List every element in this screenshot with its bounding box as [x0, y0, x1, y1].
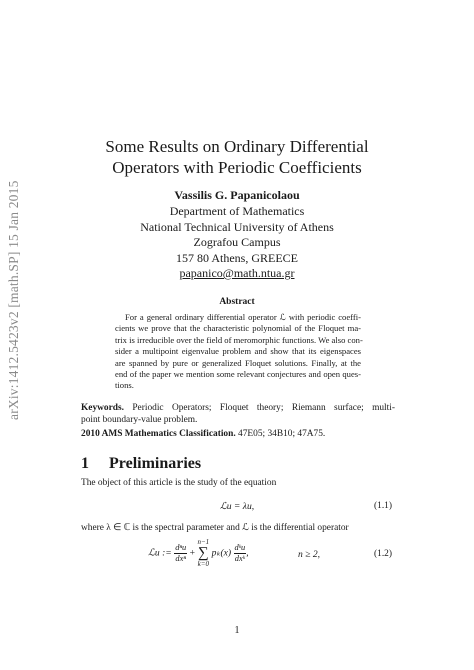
abstract-line: cients we prove that the characteristic polynomial of the Floquet ma-: [115, 323, 361, 334]
equation-1-1: [0, 501, 474, 512]
affiliation-line: National Technical University of Athens: [140, 219, 334, 234]
abstract-line: are spanned by pure or generalized Floquet solutions. Finally, at the: [115, 357, 361, 368]
equation-number: (1.1): [374, 501, 392, 511]
eq-summation: [197, 538, 209, 568]
title-line: Operators with Periodic Coefficients: [112, 158, 362, 177]
frac-denominator: dxᵏ: [234, 553, 246, 563]
frac-numerator: dⁿu: [175, 542, 187, 552]
equation-text: ℒu = λu,: [219, 501, 255, 512]
eq-fraction: [174, 543, 187, 564]
arxiv-identifier: arXiv:1412.5423v2 [math.SP] 15 Jan 2015: [6, 180, 21, 420]
eq-fraction: [234, 543, 247, 564]
affiliation-line: 157 80 Athens, GREECE: [176, 250, 298, 265]
ams-label: 2010 AMS Mathematics Classification.: [81, 429, 236, 439]
equation-1-2: [148, 538, 398, 574]
eq-lhs: ℒu :=: [148, 547, 172, 559]
abstract-line: trix is irreducible over the field of meromorphic functions. We also con-: [115, 334, 363, 345]
sum-sign: ∑: [197, 545, 209, 561]
affiliation-block: [0, 204, 474, 282]
frac-numerator: dᵏu: [234, 542, 246, 552]
intro-paragraph: The object of this article is the study of the equation: [81, 478, 277, 488]
frac-denominator: dxⁿ: [175, 553, 186, 563]
keywords: [81, 403, 395, 427]
author-email-link[interactable]: papanico@math.ntua.gr: [179, 266, 295, 280]
abstract-line: For a general ordinary differential operator ℒ with periodic coeffi-: [125, 312, 361, 322]
affiliation-line: Department of Mathematics: [169, 204, 305, 218]
section-number: 1: [81, 455, 89, 472]
abstract-line: sider a multipoint eigenvalue problem and show that its eigenspaces: [115, 346, 361, 357]
abstract-line: end of the paper we mention some relevant conjectures and open ques-: [115, 369, 361, 380]
sum-lower-limit: k=0: [197, 560, 209, 568]
title-line: Some Results on Ordinary Differential: [105, 137, 369, 156]
paper-title: [0, 136, 474, 178]
ams-classification: [81, 429, 325, 439]
keywords-text: point boundary-value problem.: [81, 414, 198, 425]
equation-number: (1.2): [374, 549, 392, 559]
eq-plus: +: [189, 547, 196, 559]
where-paragraph: where λ ∈ ℂ is the spectral parameter and ℒ is the differential operator: [81, 523, 349, 533]
page-number: 1: [234, 625, 240, 636]
abstract-body: [115, 312, 361, 392]
eq-comma: ,: [246, 547, 249, 559]
keywords-label: Keywords.: [81, 403, 124, 413]
section-title: Preliminaries: [109, 455, 202, 472]
eq-term: pₖ(x): [211, 547, 232, 559]
eq-condition: n ≥ 2,: [298, 549, 321, 560]
keywords-text: Periodic Operators; Floquet theory; Riemann surface; multi-: [132, 403, 395, 413]
section-heading: [81, 455, 201, 473]
author-name: Vassilis G. Papanicolaou: [174, 188, 300, 202]
abstract-line: tions.: [115, 380, 134, 391]
abstract-heading: Abstract: [219, 297, 255, 307]
sum-upper-limit: n−1: [197, 538, 210, 546]
affiliation-line: Zografou Campus: [193, 235, 281, 249]
ams-codes: 47E05; 34B10; 47A75.: [238, 429, 326, 439]
